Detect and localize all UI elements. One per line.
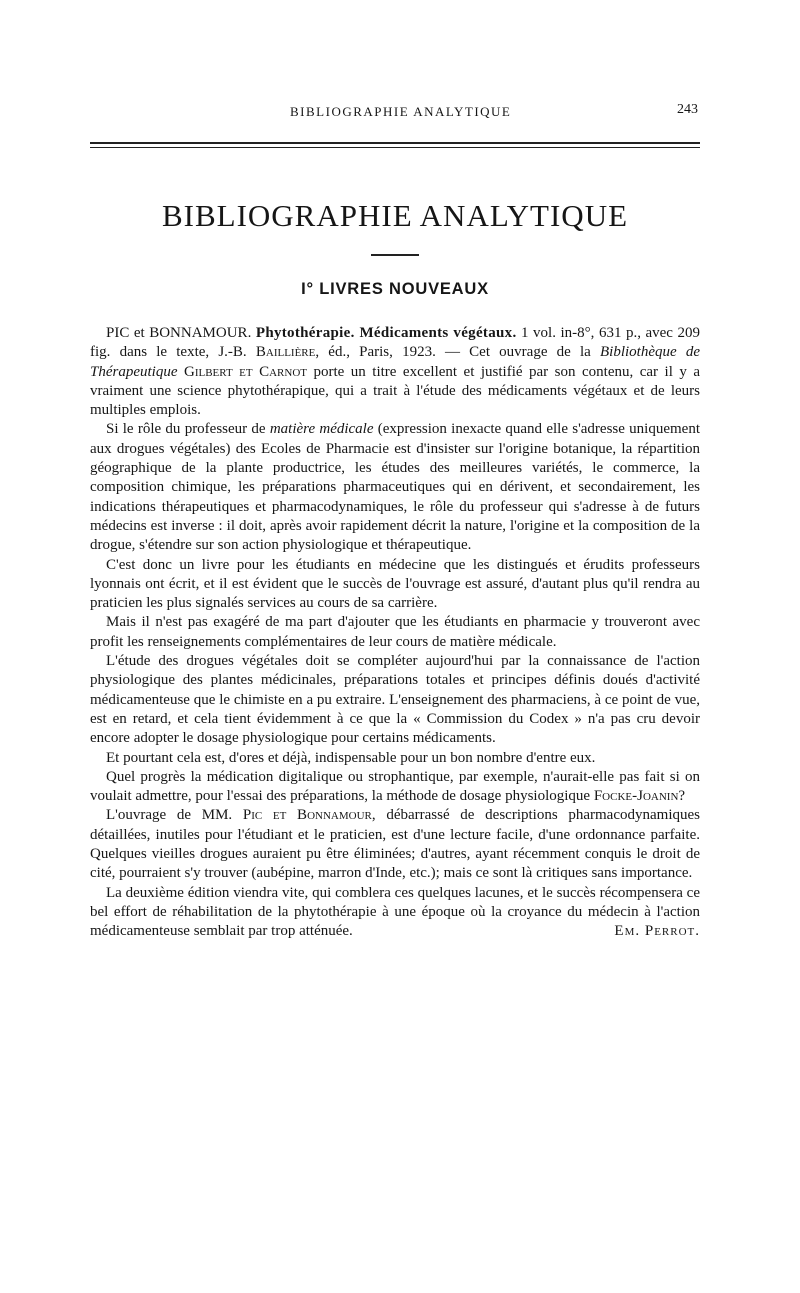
paragraph-2 bbox=[90, 420, 700, 555]
authors: PIC et BONNAMOUR. bbox=[106, 325, 252, 341]
paragraph-1-text: porte un titre excellent et justifié par son contenu, car il y a vraiment une science phytothérapique, qui a trait à l'étude des médicaments végétaux et de leurs multiples emplois. bbox=[90, 363, 701, 419]
paragraph-2-italic: matière médicale bbox=[269, 421, 374, 438]
paragraph-4: Mais il n'est pas exagéré de ma part d'ajouter que les étudiants en pharmacie y trouveront avec profit les renseignements complémentaires de leur cours de matière médicale. bbox=[90, 614, 700, 650]
book-details-2: , éd., Paris, 1923. — Cet ouvrage de la bbox=[315, 344, 601, 361]
running-title: BIBLIOGRAPHIE ANALYTIQUE bbox=[290, 104, 512, 119]
author-names: Pic et Bonnamour bbox=[242, 807, 372, 824]
page bbox=[90, 96, 700, 942]
page-number: 243 bbox=[677, 102, 698, 117]
paragraph-6: Et pourtant cela est, d'ores et déjà, indispensable pour un bon nombre d'entre eux. bbox=[106, 749, 596, 766]
review-entry bbox=[90, 324, 700, 942]
paragraph-citation bbox=[90, 324, 700, 420]
series-title: Bibliothèque de Thérapeutique bbox=[90, 344, 700, 380]
book-details: 1 vol. in-8°, 631 p., avec 209 fig. dans le texte, J.-B. bbox=[90, 325, 700, 361]
paragraph-3: C'est donc un livre pour les étudiants en médecine que les distingués et érudits professeurs lyonnais ont écrit, et il est évident que le succès de l'ouvrage est assuré, d'autant plus qu'il rendra au praticien les plus signalés services au cours de sa carrière. bbox=[90, 556, 700, 612]
section-heading: I° LIVRES NOUVEAUX bbox=[301, 280, 489, 298]
paragraph-8-rest: , débarrassé de descriptions pharmacodynamiques détaillées, inutiles pour l'étudiant et le praticien, est d'une lecture facile, d'une ordonnance parfaite. Quelques vieilles drogues auraient pu être éliminées; d'autres, ayant récemment conquis le droit de cité, pourraient s'y trouver (aubépine, marron d'Inde, etc.); mais ce sont là critiques sans importance. bbox=[90, 807, 700, 882]
page-title: BIBLIOGRAPHIE ANALYTIQUE bbox=[161, 198, 629, 233]
paragraph-7-end: ? bbox=[678, 788, 686, 805]
signature: Em. Perrot. bbox=[614, 923, 700, 940]
publisher: Baillière bbox=[255, 344, 316, 361]
title-divider bbox=[371, 254, 419, 256]
paragraph-8 bbox=[90, 806, 700, 883]
paragraph-2-start: Si le rôle du professeur de bbox=[106, 421, 270, 438]
paragraph-7-start: Quel progrès la médication digitalique ou strophantique, par exemple, n'aurait-elle pas fait si on voulait admettre, pour l'essai des préparations, la méthode de dosage physiologique bbox=[90, 768, 700, 805]
paragraph-7 bbox=[90, 768, 700, 807]
running-header bbox=[90, 96, 700, 126]
header-rule bbox=[90, 142, 700, 148]
paragraph-2-rest: (expression inexacte quand elle s'adresse uniquement aux drogues végétales) des Ecoles de Pharmacie est d'insister sur l'origine botanique, la répartition géographique de la plante productrice, les études des meilleures variétés, le commerce, la composition chimique, les préparations pharmaceutiques qui en dérivent, et secondairement, les indications thérapeutiques et pharmacodynamiques, le rôle du professeur qui s'adresse à de futurs médecins est inverse : il doit, après avoir rapidement décrit la nature, l'origine et la composition de la drogue, s'étendre sur son action physiologique et thérapeutique. bbox=[90, 421, 700, 554]
paragraph-9 bbox=[90, 884, 700, 942]
method-names: Focke-Joanin bbox=[593, 788, 679, 805]
paragraph-8-start: L'ouvrage de MM. bbox=[106, 807, 243, 824]
paragraph-5: L'étude des drogues végétales doit se compléter aujourd'hui par la connaissance de l'action physiologique des plantes médicinales, préparations totales et principes définis doués d'activité médicamenteuse que le chimiste en a pu extraire. L'enseignement des pharmaciens, à ce point de vue, est en retard, et cela tient évidemment à ce que la « Commission du Codex » n'a pas cru devoir encore adopter le dosage physiologique pour certains médicaments. bbox=[90, 653, 700, 747]
book-title: Phytothérapie. Médicaments végétaux. bbox=[255, 325, 517, 341]
series-editors: Gilbert et Carnot bbox=[184, 363, 307, 380]
paragraph-9-text: La deuxième édition viendra vite, qui comblera ces quelques lacunes, et le succès récompensera ce bel effort de réhabilitation de la phytothérapie à une époque où la croyance du médecin à l'action médicamenteuse semblait par trop atténuée. bbox=[90, 884, 700, 940]
